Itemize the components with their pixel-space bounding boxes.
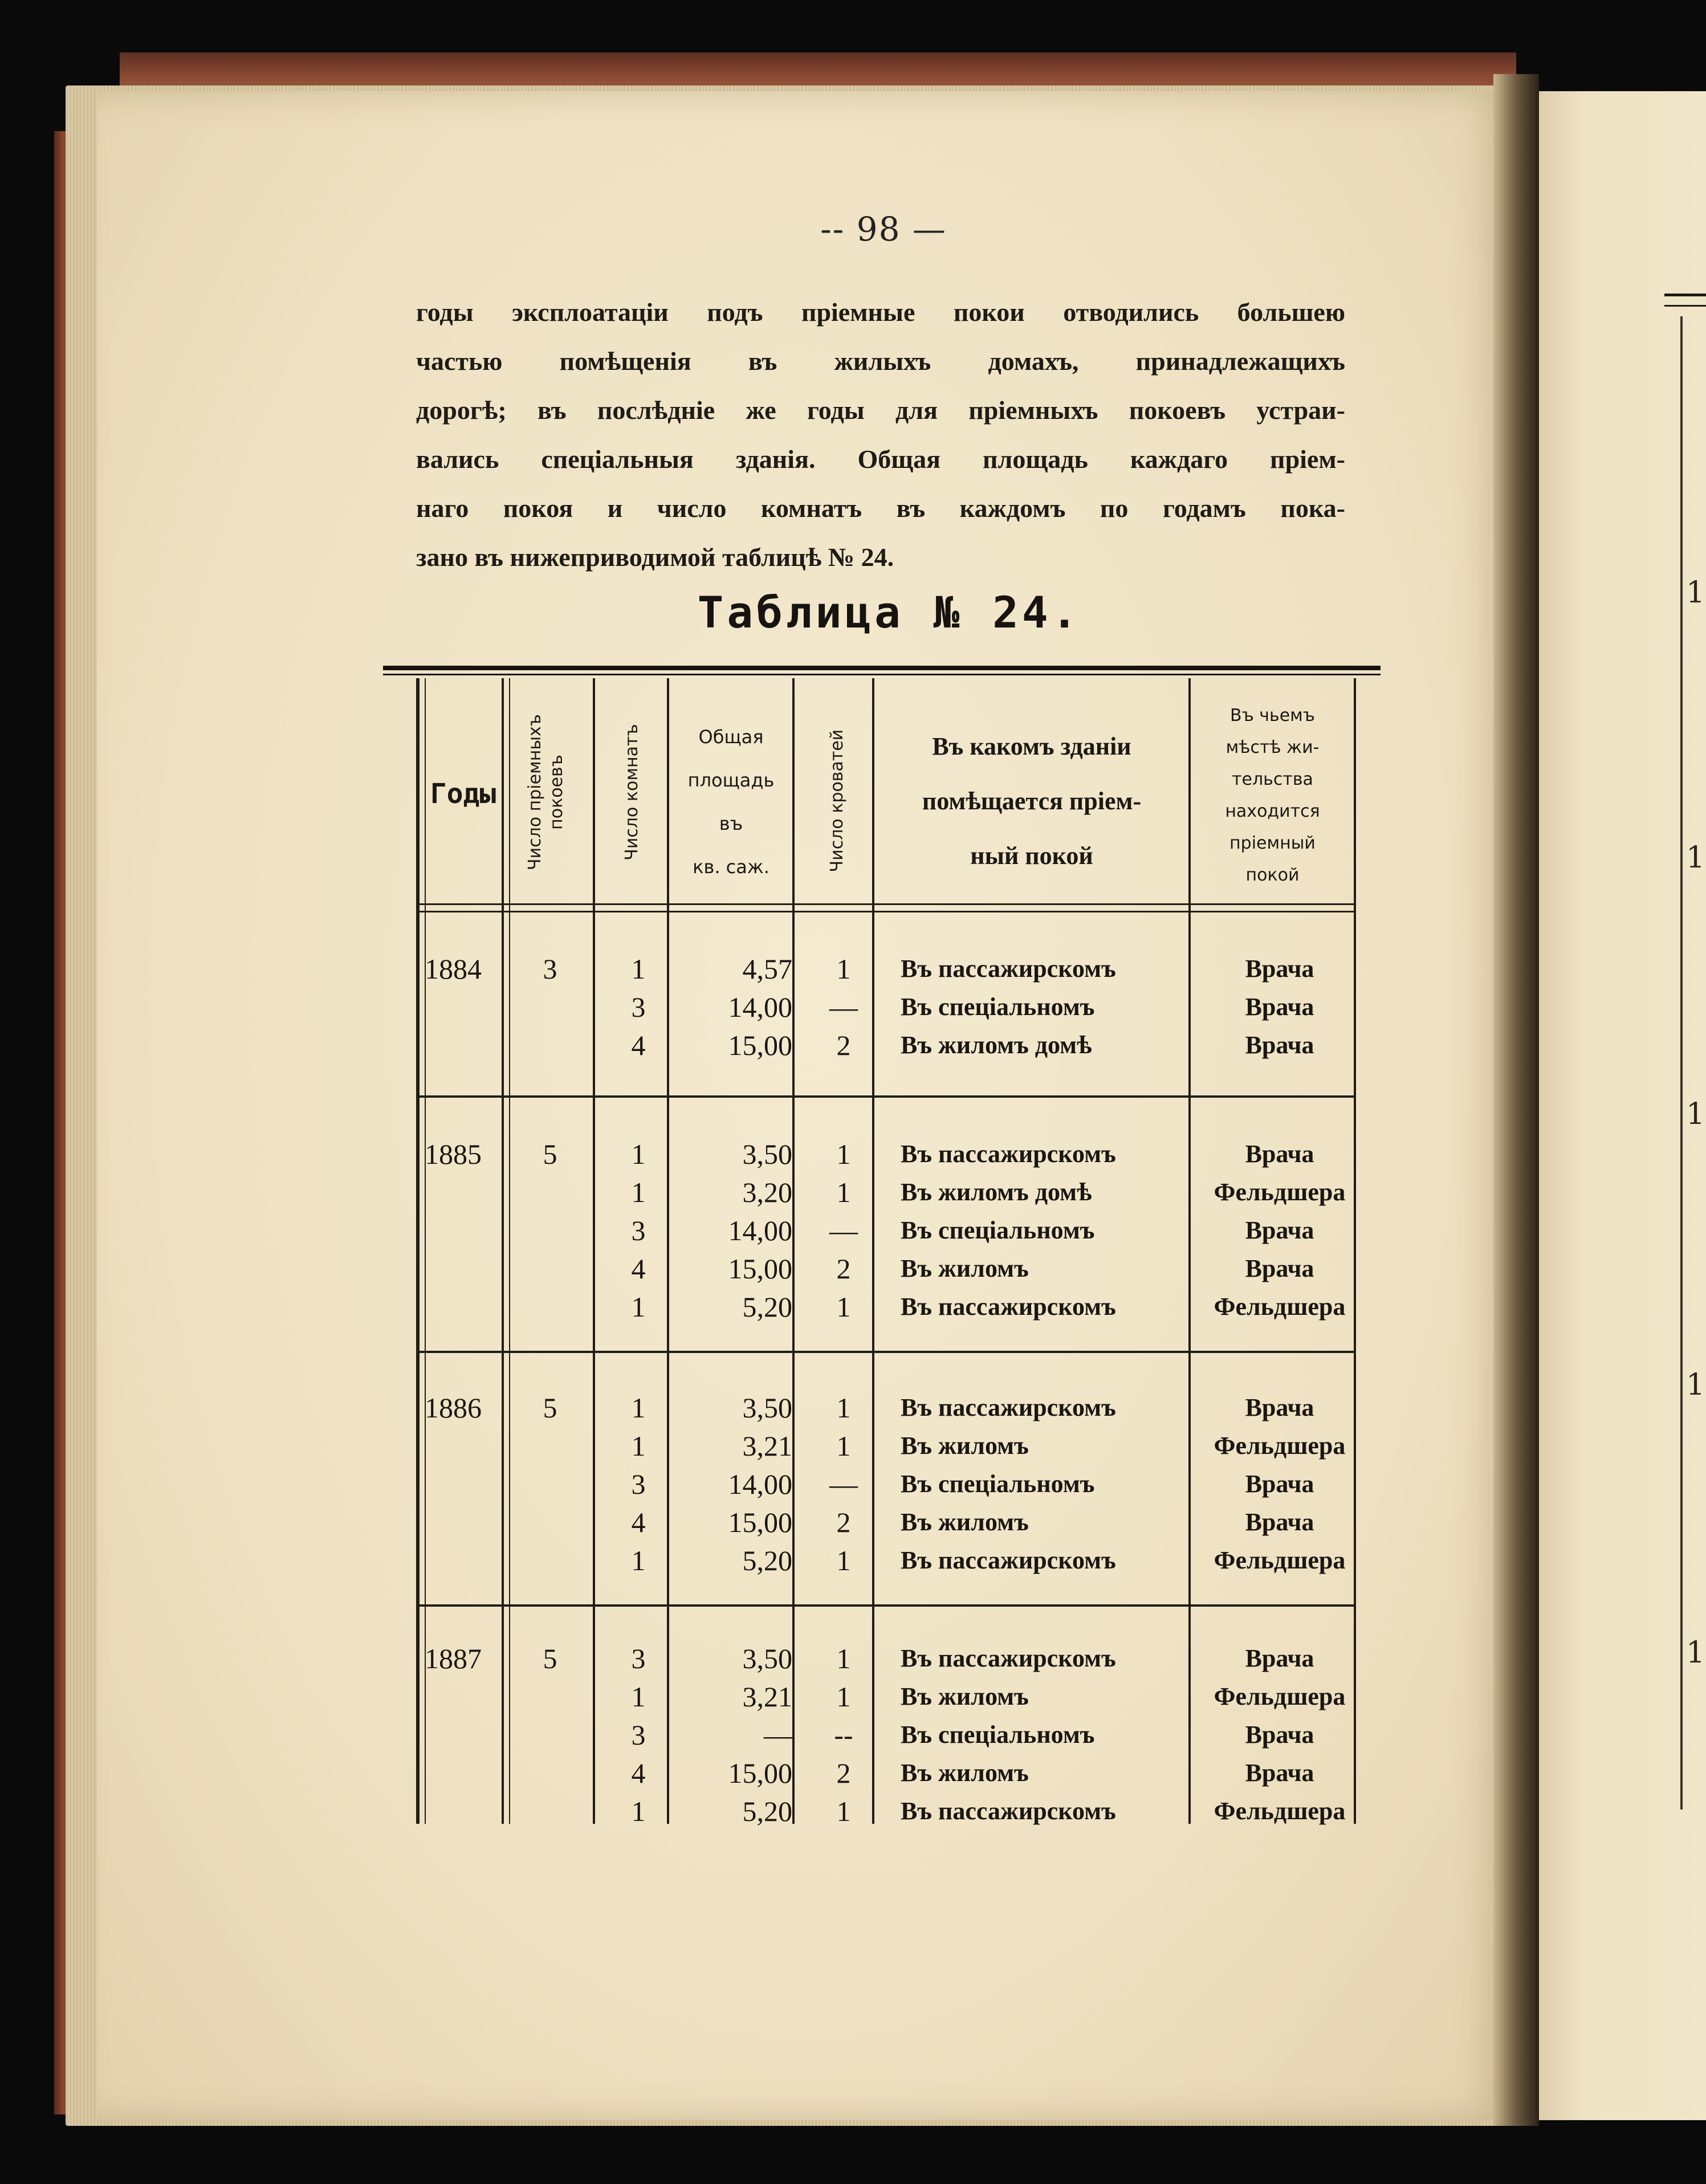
paragraph-line: наго покоя и число комнатъ въ каждомъ по годамъ пока- — [416, 494, 1345, 523]
cell-beds: 2 — [836, 1757, 851, 1789]
group-separator — [419, 1095, 1354, 1098]
cell-place: Врача — [1245, 1140, 1314, 1168]
cell-building: Въ пассажирскомъ — [901, 1140, 1116, 1168]
header-place-line: покой — [1245, 865, 1300, 885]
header-area-line: площадь — [687, 769, 775, 791]
cell-building: Въ спеціальномъ — [901, 1721, 1095, 1749]
cell-beds: 2 — [836, 1253, 851, 1285]
cell-area: 3,20 — [742, 1176, 792, 1208]
header-building-line: ный покой — [970, 842, 1093, 870]
cell-area: 3,50 — [742, 1392, 792, 1424]
cell-place: Врача — [1245, 1508, 1314, 1536]
cell-place: Врача — [1245, 1721, 1314, 1749]
cell-rooms: 1 — [631, 1545, 646, 1576]
column-line — [502, 678, 504, 1824]
body-paragraph — [416, 288, 1345, 582]
cell-place: Врача — [1245, 1031, 1314, 1059]
paragraph-line: частью помѣщенія въ жилыхъ домахъ, принадлежащихъ — [416, 347, 1345, 376]
cell-year: 1887 — [425, 1643, 482, 1674]
cell-building: Въ жиломъ — [901, 1682, 1029, 1710]
cell-beds: 2 — [836, 1029, 851, 1061]
cell-place: Фельдшера — [1214, 1432, 1346, 1460]
header-rooms — [621, 707, 644, 878]
cell-area: 3,50 — [742, 1643, 792, 1674]
cell-beds: 1 — [836, 1176, 851, 1208]
header-place-line: тельства — [1232, 769, 1313, 789]
paragraph-line: годы эксплоатаціи подъ пріемные покои отводились большею — [416, 298, 1345, 327]
cell-beds: 1 — [836, 1392, 851, 1424]
cell-beds: 1 — [836, 1643, 851, 1674]
cell-building: Въ жиломъ — [901, 1432, 1029, 1460]
header-place-line: пріемный — [1229, 833, 1316, 853]
cell-rooms: 1 — [631, 1795, 646, 1827]
group-separator — [419, 1351, 1354, 1353]
header-place-line: Въ чьемъ — [1229, 706, 1315, 726]
header-rule — [419, 903, 1354, 905]
page-number: -- 98 — — [820, 210, 947, 248]
header-area-line: въ — [719, 813, 743, 834]
header-year: Годы — [430, 778, 496, 810]
header-area-line: Общая — [698, 726, 764, 748]
cell-rooms: 3 — [631, 991, 646, 1023]
cell-place: Врача — [1245, 1393, 1314, 1421]
header-count-text: Число пріемныхъ покоевъ — [525, 714, 567, 870]
cell-beds: — — [829, 1468, 858, 1500]
right-page-column-line — [1680, 316, 1683, 1810]
right-page-fragment — [1528, 91, 1706, 2120]
table-border-left — [416, 678, 420, 1824]
cell-area: 15,00 — [728, 1506, 792, 1538]
table-top-rule — [383, 666, 1381, 670]
right-page-rule — [1664, 305, 1706, 307]
cell-rooms: 4 — [631, 1757, 646, 1789]
cell-rooms: 4 — [631, 1029, 646, 1061]
right-page-digit: 1 — [1686, 1368, 1705, 1402]
header-place — [1191, 700, 1354, 891]
cell-area: 14,00 — [728, 1468, 792, 1500]
cell-beds: 1 — [836, 953, 851, 985]
cell-rooms: 4 — [631, 1506, 646, 1538]
cell-area: 5,20 — [742, 1291, 792, 1323]
cell-building: Въ спеціальномъ — [901, 1470, 1095, 1498]
cell-place: Фельдшера — [1214, 1293, 1346, 1321]
cell-building: Въ пассажирскомъ — [901, 1644, 1116, 1672]
header-rule — [419, 911, 1354, 912]
table-title: Таблица № 24. — [697, 587, 1081, 638]
header-area-line: кв. саж. — [693, 856, 769, 878]
paragraph-line: зано въ нижеприводимой таблицѣ № 24. — [416, 543, 894, 572]
cell-area: 15,00 — [728, 1253, 792, 1285]
cell-beds: — — [829, 1215, 858, 1246]
cell-place: Врача — [1245, 1254, 1314, 1282]
cell-count: 3 — [543, 953, 557, 985]
column-line — [509, 678, 510, 1824]
column-line — [593, 678, 595, 1824]
cell-rooms: 1 — [631, 1291, 646, 1323]
cell-area: 4,57 — [742, 953, 792, 985]
cell-beds: 1 — [836, 1430, 851, 1462]
cell-place: Врача — [1245, 1470, 1314, 1498]
cell-area: 14,00 — [728, 1215, 792, 1246]
cell-building: Въ спеціальномъ — [901, 993, 1095, 1021]
cell-building: Въ жиломъ домѣ — [901, 1178, 1092, 1206]
cell-building: Въ пассажирскомъ — [901, 1546, 1116, 1574]
header-area — [670, 715, 792, 889]
cell-place: Врача — [1245, 993, 1314, 1021]
cell-place: Врача — [1245, 955, 1314, 983]
cell-area: 3,21 — [742, 1430, 792, 1462]
cell-rooms: 1 — [631, 1681, 646, 1713]
cell-area: 15,00 — [728, 1757, 792, 1789]
cell-rooms: 4 — [631, 1253, 646, 1285]
cell-beds: 2 — [836, 1506, 851, 1538]
header-count — [524, 695, 570, 889]
cell-place: Фельдшера — [1214, 1546, 1346, 1574]
right-page-rule — [1664, 294, 1706, 296]
cell-place: Фельдшера — [1214, 1797, 1346, 1825]
cell-rooms: 3 — [631, 1719, 646, 1751]
cell-beds: 1 — [836, 1681, 851, 1713]
cell-place: Врача — [1245, 1644, 1314, 1672]
cell-beds: 1 — [836, 1545, 851, 1576]
cell-area: — — [764, 1719, 792, 1751]
cell-rooms: 3 — [631, 1468, 646, 1500]
cell-building: Въ жиломъ — [901, 1508, 1029, 1536]
header-beds — [826, 715, 849, 886]
group-separator — [419, 1604, 1354, 1607]
cell-building: Въ спеціальномъ — [901, 1216, 1095, 1244]
paragraph-line: дорогѣ; въ послѣдніе же годы для пріемныхъ покоевъ устраи- — [416, 396, 1345, 425]
cell-building: Въ пассажирскомъ — [901, 1393, 1116, 1421]
header-building-line: Въ какомъ зданіи — [932, 732, 1131, 760]
right-page-digit: 1 — [1686, 576, 1705, 610]
cell-rooms: 1 — [631, 1176, 646, 1208]
cell-building: Въ пассажирскомъ — [901, 955, 1116, 983]
right-page-digit: 1 — [1686, 841, 1705, 875]
header-beds-text: Число кроватей — [827, 729, 847, 873]
cell-year: 1885 — [425, 1138, 482, 1170]
cell-year: 1884 — [425, 953, 482, 985]
cell-area: 5,20 — [742, 1545, 792, 1576]
cell-year: 1886 — [425, 1392, 482, 1424]
cell-rooms: 3 — [631, 1643, 646, 1674]
right-page-digit: 1 — [1686, 1097, 1705, 1131]
book-gutter — [1493, 74, 1539, 2126]
cell-building: Въ жиломъ — [901, 1254, 1029, 1282]
cell-rooms: 1 — [631, 1138, 646, 1170]
cell-count: 5 — [543, 1138, 557, 1170]
paragraph-line: вались спеціальныя зданія. Общая площадь каждаго пріем- — [416, 445, 1345, 474]
header-rooms-text: Число комнатъ — [622, 724, 642, 861]
cell-rooms: 1 — [631, 953, 646, 985]
cell-beds: -- — [834, 1719, 853, 1751]
cell-beds: 1 — [836, 1291, 851, 1323]
cell-rooms: 1 — [631, 1430, 646, 1462]
cell-rooms: 3 — [631, 1215, 646, 1246]
cell-area: 3,21 — [742, 1681, 792, 1713]
header-building — [875, 719, 1188, 883]
table-top-rule — [383, 674, 1381, 675]
cell-beds: 1 — [836, 1138, 851, 1170]
cell-place: Врача — [1245, 1759, 1314, 1787]
right-page-digit: 1 — [1686, 1636, 1705, 1670]
cell-area: 3,50 — [742, 1138, 792, 1170]
cell-area: 14,00 — [728, 991, 792, 1023]
cell-beds: 1 — [836, 1795, 851, 1827]
cell-building: Въ пассажирскомъ — [901, 1293, 1116, 1321]
header-building-line: помѣщается пріем- — [922, 787, 1142, 815]
cell-building: Въ пассажирскомъ — [901, 1797, 1116, 1825]
cell-building: Въ жиломъ — [901, 1759, 1029, 1787]
cell-building: Въ жиломъ домѣ — [901, 1031, 1092, 1059]
cell-area: 5,20 — [742, 1795, 792, 1827]
cell-area: 15,00 — [728, 1029, 792, 1061]
cell-place: Врача — [1245, 1216, 1314, 1244]
cell-count: 5 — [543, 1643, 557, 1674]
cell-place: Фельдшера — [1214, 1178, 1346, 1206]
column-line — [792, 678, 795, 1824]
cell-place: Фельдшера — [1214, 1682, 1346, 1710]
cell-beds: — — [829, 991, 858, 1023]
header-place-line: находится — [1225, 801, 1320, 821]
header-place-line: мѣстѣ жи- — [1225, 737, 1320, 757]
cell-rooms: 1 — [631, 1392, 646, 1424]
cell-count: 5 — [543, 1392, 557, 1424]
